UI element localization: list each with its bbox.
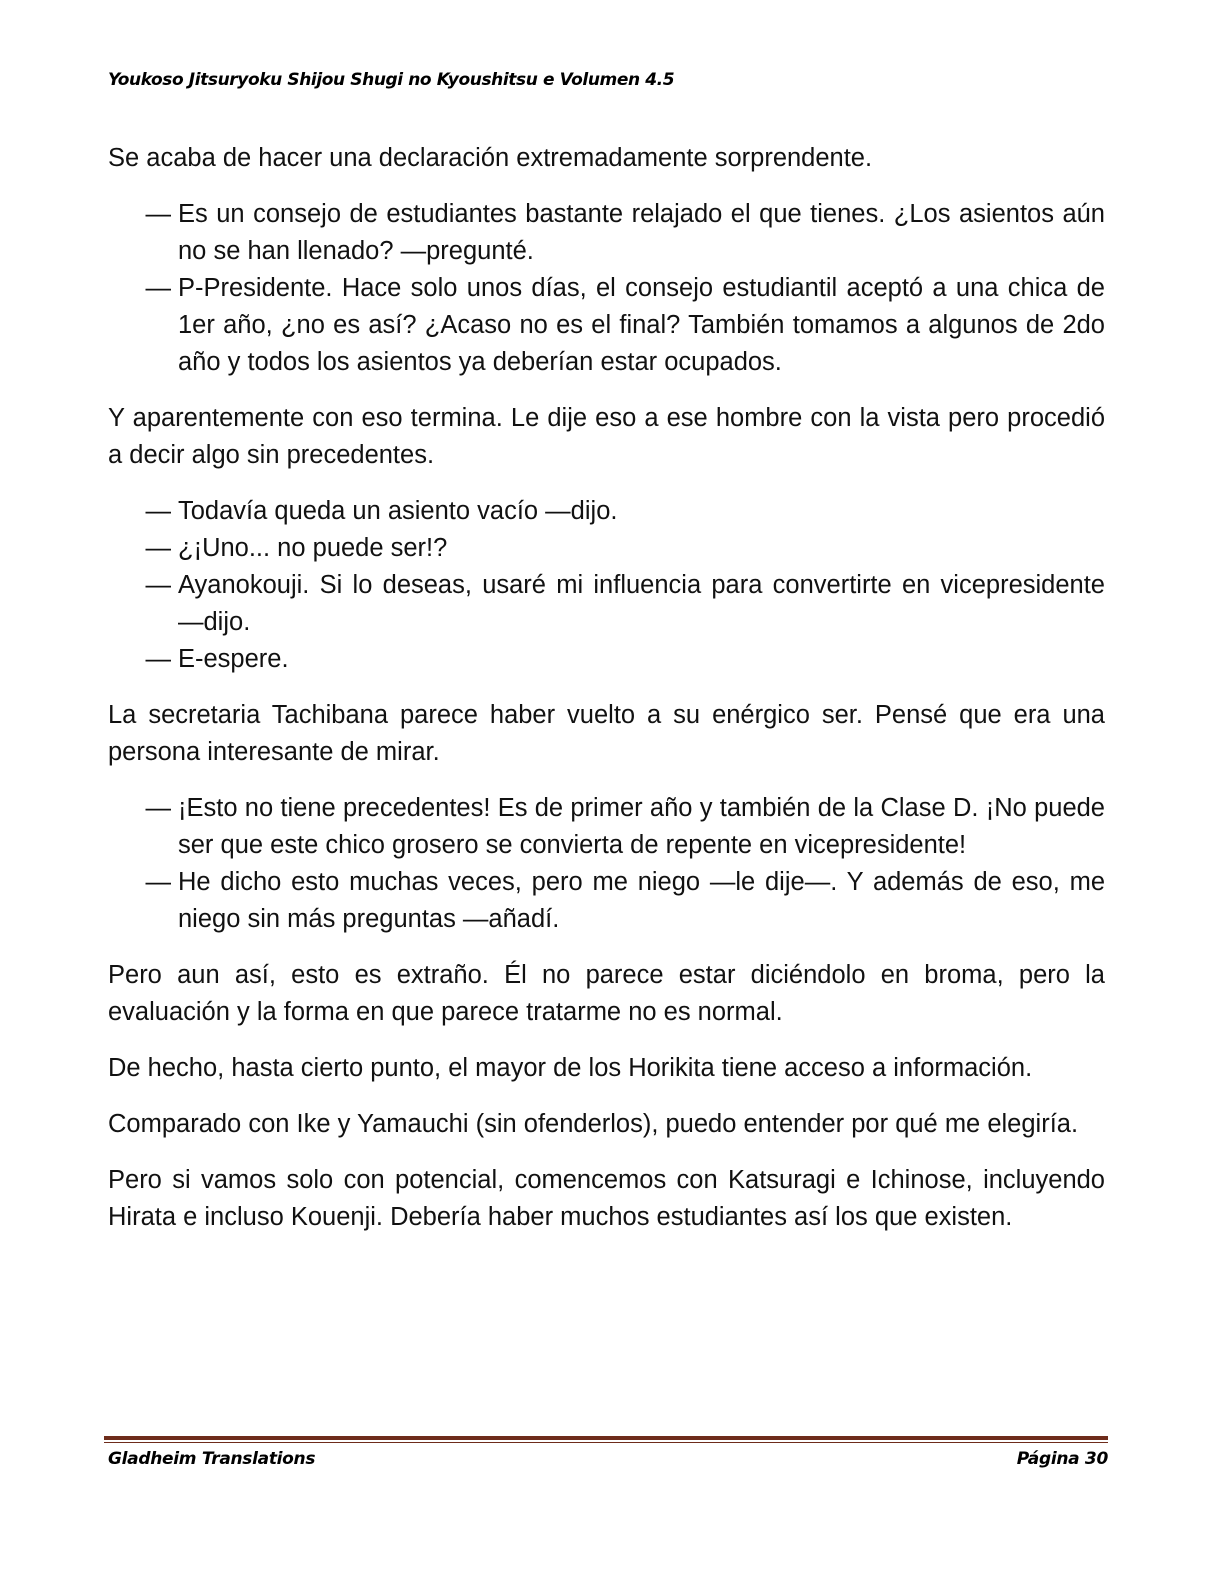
dialogue-block-3 <box>108 790 1105 938</box>
paragraph-7: Pero si vamos solo con potencial, comencemos con Katsuragi e Ichinose, incluyendo Hirata e incluso Kouenji. Debería haber muchos estudiantes así los que existen. <box>108 1166 1105 1231</box>
dialogue-text: Ayanokouji. Si lo deseas, usaré mi influencia para convertirte en vicepresidente —dijo. <box>178 571 1105 636</box>
em-dash: — <box>145 497 171 525</box>
dialogue-line <box>108 864 1105 938</box>
dialogue-line <box>108 641 1105 678</box>
dialogue-text: He dicho esto muchas veces, pero me niego —le dije—. Y además de eso, me niego sin más preguntas —añadí. <box>178 868 1105 933</box>
dialogue-block-2 <box>108 493 1105 678</box>
footer-divider-thin <box>104 1442 1108 1443</box>
dialogue-line <box>108 493 1105 530</box>
em-dash: — <box>145 868 171 896</box>
footer-divider <box>104 1436 1108 1440</box>
dialogue-line <box>108 530 1105 567</box>
em-dash: — <box>145 200 171 228</box>
em-dash: — <box>145 274 171 302</box>
dialogue-line <box>108 790 1105 864</box>
page-body <box>108 140 1105 1255</box>
paragraph-6: Comparado con Ike y Yamauchi (sin ofenderlos), puedo entender por qué me elegiría. <box>108 1110 1079 1138</box>
dialogue-line <box>108 196 1105 270</box>
dialogue-text: ¿¡Uno... no puede ser!? <box>178 534 448 562</box>
em-dash: — <box>145 645 171 673</box>
paragraph-2: Y aparentemente con eso termina. Le dije eso a ese hombre con la vista pero procedió a decir algo sin precedentes. <box>108 404 1105 469</box>
dialogue-text: ¡Esto no tiene precedentes! Es de primer año y también de la Clase D. ¡No puede ser que este chico grosero se convierta de repente en vicepresidente! <box>178 794 1105 859</box>
dialogue-line <box>108 567 1105 641</box>
running-header: Youkoso Jitsuryoku Shijou Shugi no Kyoushitsu e Volumen 4.5 <box>108 70 675 90</box>
paragraph-5: De hecho, hasta cierto punto, el mayor de los Horikita tiene acceso a información. <box>108 1054 1033 1082</box>
paragraph-4: Pero aun así, esto es extraño. Él no parece estar diciéndolo en broma, pero la evaluación y la forma en que parece tratarme no es normal. <box>108 961 1105 1026</box>
em-dash: — <box>145 794 171 822</box>
em-dash: — <box>145 571 171 599</box>
em-dash: — <box>145 534 171 562</box>
dialogue-text: P-Presidente. Hace solo unos días, el consejo estudiantil aceptó a una chica de 1er año, ¿no es así? ¿Acaso no es el final? También tomamos a algunos de 2do año y todos los asientos ya deberían estar ocupados. <box>178 274 1105 376</box>
dialogue-text: Es un consejo de estudiantes bastante relajado el que tienes. ¿Los asientos aún no se han llenado? —pregunté. <box>178 200 1105 265</box>
dialogue-text: Todavía queda un asiento vacío —dijo. <box>178 497 618 525</box>
paragraph-1: Se acaba de hacer una declaración extremadamente sorprendente. <box>108 144 873 172</box>
dialogue-block-1 <box>108 196 1105 381</box>
dialogue-line <box>108 270 1105 381</box>
paragraph-3: La secretaria Tachibana parece haber vuelto a su enérgico ser. Pensé que era una persona interesante de mirar. <box>108 701 1105 766</box>
dialogue-text: E-espere. <box>178 645 289 673</box>
footer-credit: Gladheim Translations <box>108 1449 316 1469</box>
page-number: Página 30 <box>1016 1449 1108 1469</box>
